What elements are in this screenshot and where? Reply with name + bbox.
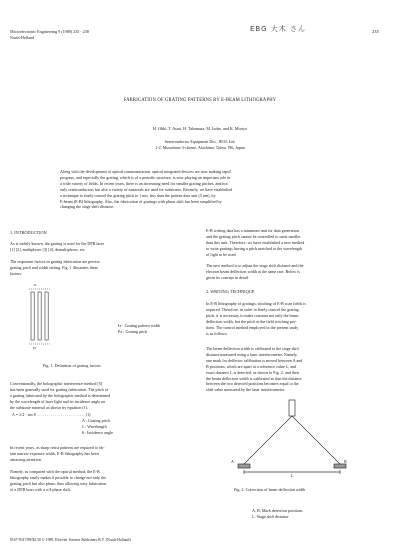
mark-a: [238, 464, 250, 468]
writing-paragraph-2: [206, 346, 390, 393]
pitch-marker: Px: [33, 346, 37, 350]
writing-paragraph-1: [206, 301, 390, 336]
fig1-pitch-label: Px : Grating pitch: [118, 329, 148, 334]
text-line: one mark for deflector calibration is moved between A and: [206, 357, 303, 363]
paper-title: FABRICATION OF GRATING PATTERNS BY E-BEAM LITHOGRAPHY: [123, 98, 277, 103]
equation-legend: [82, 418, 182, 436]
text-line: λ : Wavelength: [82, 423, 107, 429]
intro-paragraph-2: [10, 259, 190, 277]
text-line: θ : Incidence angle: [82, 429, 113, 435]
fig1-caption: Fig. 1. Definition of grating factors: [43, 363, 101, 368]
text-line: to write gratings having a pitch matched to the wavelength: [206, 245, 303, 251]
text-line: attracting attention.: [10, 456, 42, 462]
abstract-line: changing the stage shift distance.: [60, 204, 115, 210]
abstract-line: a wide variety of fields. In recent years, there is an increasing need for smaller grating pitches, and not: [60, 180, 228, 186]
abstract-line: only semiconductors but also a variety of materials are used for substrates. Recently, we have established: [60, 186, 233, 192]
handwritten-note: EBG 大木 さん: [250, 25, 306, 33]
text-line: tions. The control method employed in the present study: [206, 324, 299, 330]
text-line: In recent years, as sharp resist patterns are required to ob-: [10, 445, 105, 450]
width-marker: Ix: [34, 283, 37, 287]
text-line: exact distance L is detected, as shown in Fig. 2, and then: [206, 369, 299, 375]
text-line: and the grating pitch cannot be controlled to units smaller: [206, 233, 301, 239]
text-line: deflection width, but the pitch at the field stitching por-: [206, 318, 297, 324]
section-heading-introduction: 1. INTRODUCTION: [10, 230, 47, 235]
text-line: distance measured using a laser interferometer. Namely,: [206, 351, 298, 357]
text-line: grating pitch but also phase, thus allowing easy fabrication: [10, 480, 107, 486]
text-line: tain narrow exposure width, E-B lithography has been: [10, 450, 99, 456]
recent-years-paragraph: [10, 445, 190, 463]
equation-1: Λ = λ/2 · sin θ . . . . . . . . . . . . . . . . . . . . . . . . (1): [12, 412, 91, 417]
text-line: The important factors in grating fabrication are precise: [10, 259, 100, 264]
abstract-line: a technique to finely control the grating pitch to 1 nm, less than the pattern data unit (5 nm), by: [60, 192, 216, 198]
text-line: between the two detected positions becomes equal to the: [206, 381, 299, 387]
fig2-legend: [252, 508, 382, 520]
comparison-paragraph: [10, 469, 190, 493]
affiliation-line-1: Semiconductor Equipment Div., JEOL Ltd.: [164, 139, 236, 144]
text-line: Λ : Grating pitch: [82, 418, 110, 423]
text-line: pitch, it is necessary to make constant not only the beam: [206, 312, 299, 318]
abstract-line: Along with the development of optical communication, optical integrated devices are now making rapid: [60, 169, 231, 174]
page-number: 235: [372, 29, 379, 34]
text-line: the beam deflection width is calibrated so that the distance: [206, 375, 302, 381]
grating-line: [31, 292, 34, 340]
text-line: B positions, which are apart at a reference value L, and: [206, 363, 297, 369]
text-line: required. Therefore, in order to finely control the grating: [206, 306, 299, 312]
text-line: a grating fabricated by the holographic method is determined: [10, 392, 111, 398]
grating-line: [45, 292, 48, 340]
text-line: E-B writing data has a minimum unit for data generation: [206, 228, 299, 233]
text-line: The beam deflection width is calibrated to the stage shift: [206, 346, 299, 351]
beam-path-b: [292, 416, 340, 464]
text-line: The new method is to adjust the stage shift distance and the: [206, 263, 304, 268]
holographic-paragraph: [10, 381, 190, 411]
grating-figure: [28, 288, 52, 348]
beam-path-a: [244, 416, 292, 464]
text-line: As is widely known, the grating is used for the DFB laser: [10, 241, 105, 246]
author-list: H. Ohki, T. Asari, H. Takemura, M. Isobe, and K. Moriya: [153, 126, 247, 131]
section-heading-writing-technique: 2. WRITING TECHNIQUE: [206, 289, 255, 294]
text-line: In E-B lithography of gratings, stitching of E-B scan fields is: [206, 301, 306, 306]
fig1-width-label: Ix : Grating pattern width: [118, 323, 160, 328]
abstract-line: E-beam (E-B) lithography. Also, the fabrication of gratings with phase shift has been simplified by: [60, 198, 222, 204]
electron-gun-column: [289, 400, 295, 416]
text-line: L: Stage shift distance: [252, 513, 289, 519]
right-paragraph-2: [206, 263, 390, 281]
distance-label: L: [291, 473, 294, 478]
text-line: of a DFB laser with a π/4 phase shift.: [10, 486, 72, 492]
text-line: factors.: [10, 270, 23, 276]
text-line: has been generally used for grating fabrication. The pitch of: [10, 386, 109, 392]
text-line: grating pitch and width setting. Fig. 1 illustrates these: [10, 264, 99, 270]
abstract: [60, 169, 350, 210]
abstract-line: progress, and especially the grating, which is of a periodic structure, is now playing an important role in: [60, 174, 231, 180]
text-line: shift value measured by the laser interferometer.: [206, 387, 286, 393]
right-paragraph-1: [206, 228, 390, 258]
text-line: than this unit. Therefore, we have established a new method: [206, 239, 305, 245]
publisher-line: North-Holland: [10, 35, 35, 40]
copyright-footer: 0167-9317/89/$3.50 © 1989, Elsevier Science Publishers B.V. (North-Holland): [10, 538, 131, 542]
text-line: Namely, as compared with the optical method, the E-B: [10, 469, 100, 474]
text-line: by the wavelength of laser light and its incidence angle on: [10, 398, 106, 404]
text-line: the substrate material as shown by equation (1).: [10, 404, 89, 410]
point-a-label: A: [231, 459, 234, 464]
affiliation-line-2: 1-2, Musashino 3-chome, Akishima, Tokyo 196, Japan: [155, 145, 245, 150]
fig2-caption: Fig. 2. Correction of beam deflection width: [234, 487, 306, 492]
text-line: A, B: Mark detection positions: [252, 508, 303, 513]
beam-correction-diagram: [228, 398, 360, 478]
grating-line: [38, 292, 41, 340]
text-line: of light to be used.: [206, 251, 237, 257]
text-line: lithography easily makes it possible to change not only the: [10, 474, 107, 480]
intro-paragraph-1: [10, 241, 190, 253]
text-line: is as follows:: [206, 330, 228, 336]
text-line: Conventionally, the holographic interference method [5]: [10, 381, 103, 386]
text-line: electron beam deflection width at the same rate. Below is: [206, 268, 300, 274]
point-b-label: B: [344, 459, 347, 464]
journal-citation: Microelectronic Engineering 9 (1989) 235 - 238: [10, 29, 89, 34]
text-line: [1] [2], multiplexer [3] [4], demultiplexer, etc.: [10, 246, 86, 252]
text-line: given its concept in detail.: [206, 274, 250, 280]
